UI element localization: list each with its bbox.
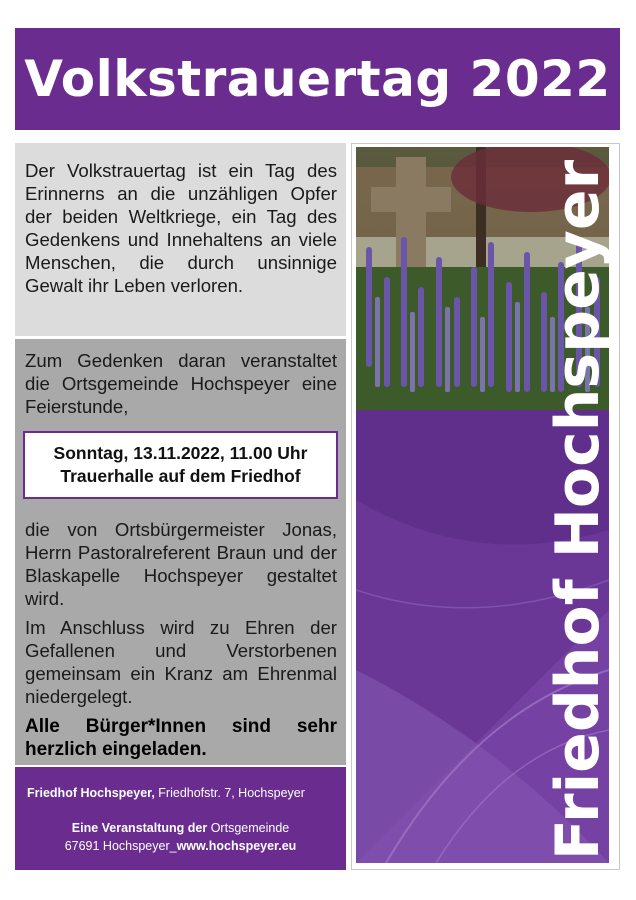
title-banner — [15, 28, 620, 130]
footer-organizer — [15, 819, 346, 855]
footer-street: Friedhofstr. 7, Hochspeyer — [154, 786, 305, 800]
footer-organizer-name: Ortsgemeinde — [207, 821, 290, 835]
footer-place-name: Friedhof Hochspeyer, — [27, 786, 155, 800]
event-details-box — [23, 431, 338, 499]
footer — [15, 767, 346, 870]
page-title: Volkstrauertag 2022 — [24, 50, 611, 108]
footer-website-link[interactable]: www.hochspeyer.eu — [176, 839, 297, 853]
welcome-text: Alle Bürger*Innen sind sehr herzlich eingeladen. — [25, 716, 337, 760]
footer-separator: _ — [169, 839, 177, 853]
intro-box — [15, 143, 346, 336]
event-location: Trauerhalle auf dem Friedhof — [60, 466, 301, 486]
event-date-time: Sonntag, 13.11.2022, 11.00 Uhr — [53, 443, 308, 463]
ceremony-text: Im Anschluss wird zu Ehren der Gefallenen und Verstorbenen gemeinsam ein Kranz am Ehrenmal niedergelegt. — [25, 617, 337, 707]
side-title: Friedhof Hochspeyer — [543, 159, 613, 861]
ceremony-block — [25, 616, 337, 708]
footer-zip: 67691 Hochspeyer — [64, 839, 170, 853]
footer-address — [15, 785, 346, 801]
organizers-text: die von Ortsbürgermeister Jonas, Herrn Pastoralreferent Braun und der Blaskapelle Hochspeyer gestaltet wird. — [25, 519, 337, 609]
footer-organizer-label: Eine Veranstaltung der — [71, 821, 208, 835]
invitation-text: Zum Gedenken daran veranstaltet die Ortsgemeinde Hochspeyer eine Feierstunde, — [25, 350, 337, 417]
welcome-block — [25, 715, 337, 761]
organizers-block — [25, 518, 337, 610]
intro-text: Der Volkstrauertag ist ein Tag des Erinnerns an die unzähligen Opfer der beiden Weltkriege, ein Tag des Gedenkens und Innehaltens an viele Menschen, die durch unsinnige Gewalt ihr Leben verloren. — [25, 160, 337, 296]
